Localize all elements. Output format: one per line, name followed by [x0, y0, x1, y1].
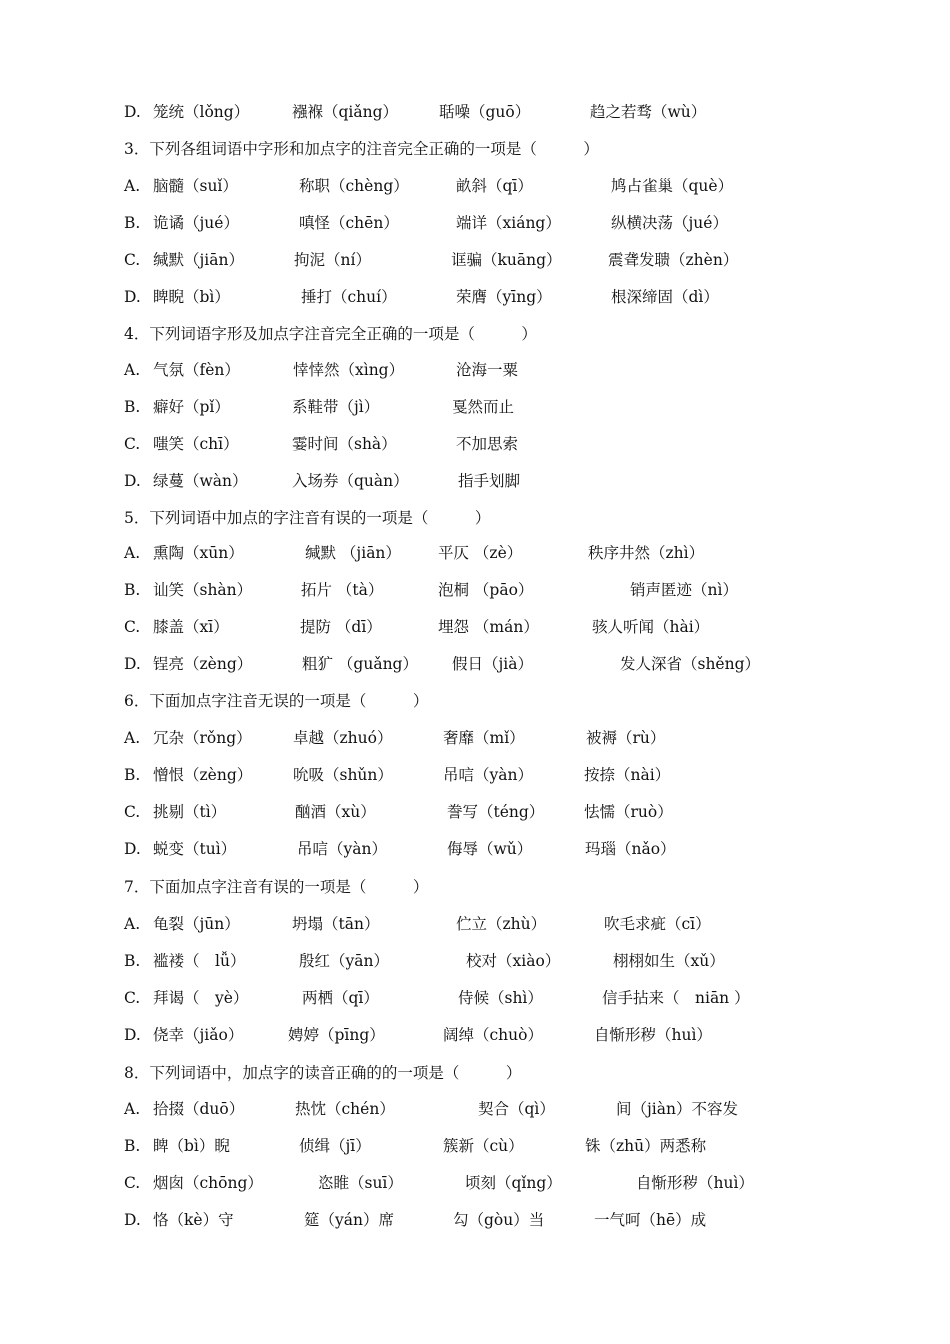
- option-item: 侦缉（jī）: [299, 1137, 371, 1155]
- option-item: 坍塌（tān）: [292, 915, 380, 933]
- option-item: 戛然而止: [452, 398, 515, 416]
- option-label: C.: [124, 803, 141, 821]
- q6-option-d: [124, 834, 914, 864]
- option-item: 气氛（fèn）: [153, 361, 240, 379]
- q2-option-d: [124, 97, 914, 127]
- option-label: D.: [124, 472, 141, 490]
- option-item: 伫立（zhù）: [456, 915, 547, 933]
- option-item: 蜕变（tuì）: [153, 840, 237, 858]
- option-label: B.: [124, 1137, 141, 1155]
- option-item: 拾掇（duō）: [153, 1100, 245, 1118]
- q8-option-c: [124, 1168, 914, 1198]
- option-label: A.: [124, 544, 141, 562]
- option-item: 间（jiàn）不容发: [616, 1100, 738, 1118]
- option-label: C.: [124, 989, 141, 1007]
- option-item: 嗤笑（chī）: [153, 435, 239, 453]
- option-item: 假日（jià）: [452, 655, 534, 673]
- option-label: B.: [124, 398, 141, 416]
- option-item: 侍候（shì）: [458, 989, 543, 1007]
- option-item: 熏陶（xūn）: [153, 544, 244, 562]
- option-item: 娉婷（pīng）: [288, 1026, 385, 1044]
- option-item: 按捺（nài）: [584, 766, 671, 784]
- option-item: 冗杂（rǒng）: [153, 729, 252, 747]
- option-item: 怯懦（ruò）: [584, 803, 673, 821]
- option-item: 缄默（jiān）: [153, 251, 244, 269]
- option-item: 诡谲（jué）: [153, 214, 239, 232]
- option-item: 畝斜（qī）: [456, 177, 533, 195]
- option-item: 骇人听闻（hài）: [592, 618, 710, 636]
- option-item: 荣膺（yīng）: [456, 288, 552, 306]
- q4-option-b: [124, 392, 914, 422]
- q3-option-a: [124, 171, 914, 201]
- q4-stem: 4．下列词语字形及加点字注音完全正确的一项是（ ）: [124, 325, 537, 343]
- option-item: 绿蔓（wàn）: [153, 472, 248, 490]
- option-item: 埋怨 （mán）: [438, 618, 539, 636]
- q5-option-d: [124, 649, 914, 679]
- option-item: 自惭形秽（huì）: [636, 1174, 754, 1192]
- option-item: 脑髓（suǐ）: [153, 177, 238, 195]
- option-item: 秩序井然（zhì）: [588, 544, 705, 562]
- option-item: 挑剔（tì）: [153, 803, 227, 821]
- option-label: B.: [124, 766, 141, 784]
- option-item: 讪笑（shàn）: [153, 581, 253, 599]
- option-label: C.: [124, 251, 141, 269]
- option-label: D.: [124, 655, 141, 673]
- option-item: 信手拈来（ niān ）: [602, 989, 750, 1007]
- option-item: 锃亮（zèng）: [153, 655, 253, 673]
- option-item: 筵（yán）席: [304, 1211, 394, 1229]
- q5-option-b: [124, 575, 914, 605]
- option-item: 龟裂（jūn）: [153, 915, 240, 933]
- option-label: A.: [124, 729, 141, 747]
- option-label: A.: [124, 915, 141, 933]
- option-item: 奢靡（mǐ）: [443, 729, 525, 747]
- option-label: B.: [124, 581, 141, 599]
- q5-option-c: [124, 612, 914, 642]
- option-item: 阔绰（chuò）: [443, 1026, 543, 1044]
- option-item: 契合（qì）: [478, 1100, 555, 1118]
- option-item: 纵横决荡（jué）: [611, 214, 728, 232]
- option-item: 霎时间（shà）: [292, 435, 397, 453]
- option-item: 玛瑙（nǎo）: [585, 840, 676, 858]
- q3-option-c: [124, 245, 914, 275]
- option-label: D.: [124, 1211, 141, 1229]
- option-label: B.: [124, 952, 141, 970]
- q3-stem: 3．下列各组词语中字形和加点字的注音完全正确的一项是（ ）: [124, 140, 599, 158]
- option-item: 膝盖（xī）: [153, 618, 229, 636]
- option-item: 襁褓（qiǎng）: [292, 103, 399, 121]
- option-label: D.: [124, 288, 141, 306]
- option-item: 侥幸（jiǎo）: [153, 1026, 244, 1044]
- option-item: 簇新（cù）: [443, 1137, 524, 1155]
- option-item: 称职（chèng）: [299, 177, 409, 195]
- option-item: 吊唁（yàn）: [443, 766, 533, 784]
- option-item: 粗犷 （guǎng）: [302, 655, 418, 673]
- option-item: 恪（kè）守: [153, 1211, 234, 1229]
- option-item: 殷红（yān）: [299, 952, 389, 970]
- option-item: 泡桐 （pāo）: [438, 581, 534, 599]
- option-item: 发人深省（shěng）: [620, 655, 761, 673]
- option-item: 校对（xiào）: [466, 952, 561, 970]
- q8-option-d: [124, 1205, 914, 1235]
- option-item: 根深缔固（dì）: [611, 288, 719, 306]
- option-label: D.: [124, 103, 141, 121]
- option-label: A.: [124, 361, 141, 379]
- q8-stem: 8．下列词语中，加点字的读音正确的的一项是（ ）: [124, 1064, 522, 1082]
- option-item: 沧海一粟: [456, 361, 519, 379]
- option-item: 睥睨（bì）: [153, 288, 230, 306]
- option-item: 憎恨（zèng）: [153, 766, 253, 784]
- option-item: 拜谒（ yè）: [153, 989, 249, 1007]
- q4-option-d: [124, 466, 914, 496]
- option-item: 自惭形秽（huì）: [594, 1026, 712, 1044]
- option-label: C.: [124, 1174, 141, 1192]
- q8-option-a: [124, 1094, 914, 1124]
- option-item: 捶打（chuí）: [301, 288, 397, 306]
- option-item: 恣睢（suī）: [318, 1174, 403, 1192]
- q7-option-a: [124, 909, 914, 939]
- q8-option-b: [124, 1131, 914, 1161]
- option-item: 两栖（qī）: [302, 989, 379, 1007]
- q6-option-c: [124, 797, 914, 827]
- q4-option-a: [124, 355, 914, 385]
- option-item: 被褥（rù）: [586, 729, 666, 747]
- option-item: 销声匿迹（nì）: [630, 581, 738, 599]
- q7-stem: 7．下面加点字注音有误的一项是（ ）: [124, 878, 429, 896]
- option-item: 誊写（téng）: [447, 803, 545, 821]
- option-item: 吮吸（shǔn）: [293, 766, 393, 784]
- option-item: 指手划脚: [458, 472, 521, 490]
- q4-option-c: [124, 429, 914, 459]
- option-item: 褴褛（ lǚ）: [153, 952, 246, 970]
- option-item: 不加思索: [456, 435, 519, 453]
- q5-option-a: [124, 538, 914, 568]
- option-item: 震聋发聩（zhèn）: [608, 251, 739, 269]
- option-item: 烟囱（chōng）: [153, 1174, 263, 1192]
- option-item: 热忱（chén）: [295, 1100, 395, 1118]
- option-item: 入场券（quàn）: [292, 472, 409, 490]
- option-item: 癖好（pǐ）: [153, 398, 230, 416]
- option-label: D.: [124, 840, 141, 858]
- q6-option-a: [124, 723, 914, 753]
- q7-option-c: [124, 983, 914, 1013]
- option-item: 吊唁（yàn）: [297, 840, 387, 858]
- option-item: 嗔怪（chēn）: [299, 214, 399, 232]
- option-item: 平仄 （zè）: [438, 544, 523, 562]
- q3-option-b: [124, 208, 914, 238]
- option-label: D.: [124, 1026, 141, 1044]
- option-label: B.: [124, 214, 141, 232]
- q5-stem: 5．下列词语中加点的字注音有误的一项是（ ）: [124, 509, 491, 527]
- option-item: 悻悻然（xìng）: [293, 361, 405, 379]
- option-item: 趋之若骛（wù）: [590, 103, 707, 121]
- option-item: 侮辱（wǔ）: [447, 840, 533, 858]
- option-item: 勾（gòu）当: [453, 1211, 545, 1229]
- option-item: 顷刻（qǐng）: [465, 1174, 562, 1192]
- option-item: 聒噪（guō）: [439, 103, 531, 121]
- option-label: A.: [124, 1100, 141, 1118]
- option-item: 睥（bì）睨: [153, 1137, 230, 1155]
- option-label: A.: [124, 177, 141, 195]
- option-item: 铢（zhū）两悉称: [585, 1137, 707, 1155]
- option-item: 拘泥（ní）: [294, 251, 371, 269]
- option-item: 笼统（lǒng）: [153, 103, 250, 121]
- option-item: 提防 （dī）: [300, 618, 382, 636]
- option-item: 端详（xiáng）: [456, 214, 561, 232]
- q6-option-b: [124, 760, 914, 790]
- option-item: 鸠占雀巢（què）: [611, 177, 734, 195]
- option-item: 拓片 （tà）: [301, 581, 384, 599]
- q3-option-d: [124, 282, 914, 312]
- option-item: 栩栩如生（xǔ）: [613, 952, 725, 970]
- option-label: C.: [124, 435, 141, 453]
- option-item: 卓越（zhuó）: [293, 729, 393, 747]
- q7-option-d: [124, 1020, 914, 1050]
- option-item: 缄默 （jiān）: [305, 544, 401, 562]
- q6-stem: 6．下面加点字注音无误的一项是（ ）: [124, 692, 429, 710]
- q7-option-b: [124, 946, 914, 976]
- option-item: 一气呵（hē）成: [594, 1211, 707, 1229]
- option-item: 吹毛求疵（cī）: [604, 915, 711, 933]
- option-item: 诓骗（kuāng）: [451, 251, 562, 269]
- option-item: 系鞋带（jì）: [292, 398, 380, 416]
- option-item: 酗酒（xù）: [295, 803, 376, 821]
- option-label: C.: [124, 618, 141, 636]
